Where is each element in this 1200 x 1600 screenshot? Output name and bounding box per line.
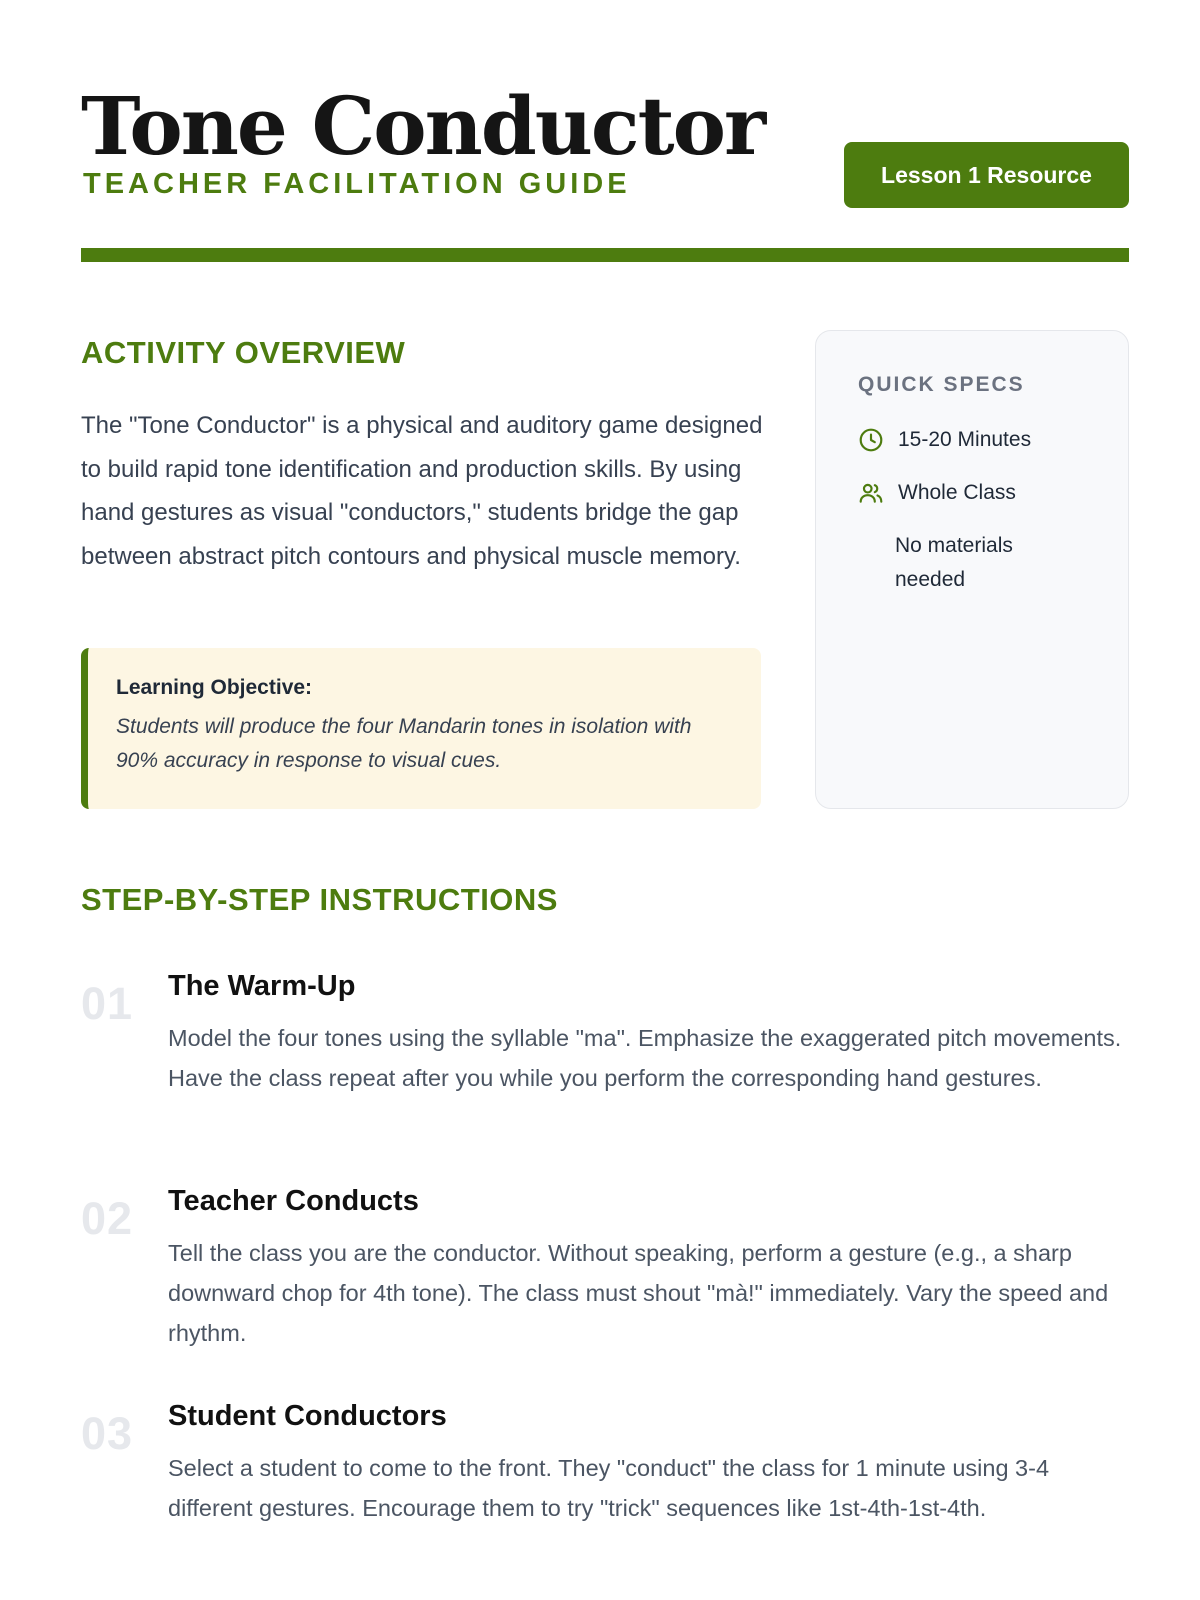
spec-materials-text: No materials needed xyxy=(895,534,1013,591)
step-title: Teacher Conducts xyxy=(168,1185,419,1217)
step-number: 03 xyxy=(81,1408,134,1459)
step-description: Select a student to come to the front. They "conduct" the class for 1 minute using 3-4 different gestures. Encourage them to try "trick" sequences like 1st-4th-1st-4th. xyxy=(168,1455,1050,1521)
spec-duration xyxy=(858,423,1128,457)
step-title: Student Conductors xyxy=(168,1400,447,1432)
objective-text: Students will produce the four Mandarin tones in isolation with 90% accuracy in response to visual cues. xyxy=(116,715,692,772)
specs-heading: QUICK SPECS xyxy=(858,373,1025,396)
learning-objective-callout xyxy=(81,648,761,809)
page-subtitle: TEACHER FACILITATION GUIDE xyxy=(83,168,631,200)
header-divider xyxy=(81,248,1129,262)
objective-label: Learning Objective: xyxy=(116,676,313,699)
step-title: The Warm-Up xyxy=(168,970,356,1002)
steps-heading: STEP-BY-STEP INSTRUCTIONS xyxy=(81,882,558,917)
spec-duration-text: 15-20 Minutes xyxy=(898,428,1032,451)
page-title: Tone Conductor xyxy=(81,79,765,173)
step-description: Tell the class you are the conductor. Without speaking, perform a gesture (e.g., a sharp downward chop for 4th tone). The class must shout "mà!" immediately. Vary the speed and rhythm. xyxy=(168,1240,1109,1346)
header xyxy=(81,80,1129,260)
step-description: Model the four tones using the syllable "ma". Emphasize the exaggerated pitch movements. Have the class repeat after you while you perform the corresponding hand gestures. xyxy=(168,1025,1122,1091)
users-icon xyxy=(858,476,886,510)
clock-icon xyxy=(858,423,886,457)
quick-specs-panel xyxy=(815,330,1129,809)
overview-heading: ACTIVITY OVERVIEW xyxy=(81,335,406,370)
spec-group-text: Whole Class xyxy=(898,481,1016,504)
spec-group xyxy=(858,476,1128,510)
overview-text: The "Tone Conductor" is a physical and auditory game designed to build rapid tone identification and production skills. By using hand gestures as visual "conductors," students bridge the gap between abstract pitch contours and physical muscle memory. xyxy=(81,412,763,570)
step-number: 02 xyxy=(81,1193,134,1244)
spec-materials xyxy=(858,529,1078,597)
step-number: 01 xyxy=(81,978,134,1029)
lesson-badge: Lesson 1 Resource xyxy=(844,142,1129,208)
